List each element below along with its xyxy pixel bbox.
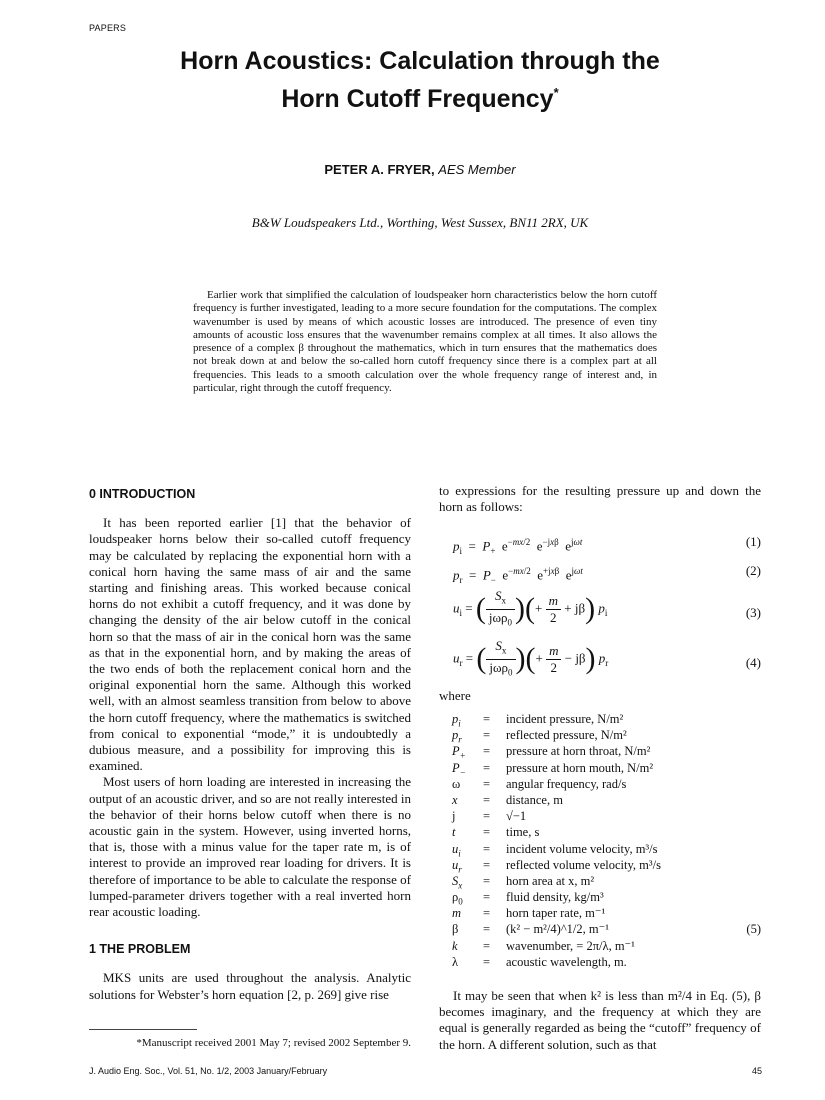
- title-line-2: [120, 77, 720, 115]
- definition-row: λ = acoustic wavelength, m.: [452, 954, 627, 969]
- definition-row: $p_r$ = reflected pressure, N/m²: [452, 728, 627, 745]
- definition-row: $u_i$ = incident volume velocity, m³/s: [452, 841, 658, 858]
- definition-row: j = √−1: [452, 809, 527, 824]
- intro-heading: 0 INTRODUCTION: [89, 487, 196, 501]
- author-membership: AES Member: [438, 162, 516, 177]
- definition-row: $p_i$ = incident pressure, N/m²: [452, 712, 624, 729]
- definition-row: t = time, s: [452, 825, 540, 840]
- title-line-1: Horn Acoustics: Calculation through the: [180, 47, 660, 75]
- problem-heading: 1 THE PROBLEM: [89, 942, 191, 957]
- definition-row: $S_x$ = horn area at x, m²: [452, 873, 595, 891]
- equation-3: $u_i$ = ( $\frac{S_x}{j\omega\rho_0}$ )(+ $\frac{m}{2}$ + jβ) $p_i$ (3): [453, 588, 761, 628]
- page-number: 45: [751, 1066, 762, 1076]
- equation-number-2: (2): [745, 563, 761, 578]
- definition-row: x = distance, m: [452, 792, 563, 807]
- footnote: *Manuscript received 2001 May 7; revised 2002 September 9.: [136, 1037, 411, 1049]
- paper-title: [120, 46, 720, 115]
- author-line: [120, 162, 720, 177]
- definition-row: $\rho_0$ = fluid density, kg/m³: [452, 890, 604, 907]
- definition-row: $P_-$ = pressure at horn mouth, N/m²: [452, 760, 654, 778]
- equation-number-4: (4): [745, 655, 761, 670]
- equation-number-5: (5): [746, 922, 761, 937]
- right-paragraph-2: It may be seen that when k² is less than m²/4 in Eq. (5), β becomes imaginary, and the frequency at which they are equal is generally regarded as being the “cutoff” frequency of the horn. A different solution, such as that: [439, 988, 761, 1052]
- definition-row: m = horn taper rate, m⁻¹: [452, 906, 606, 921]
- equation-4: $u_r$ = ( $\frac{S_x}{j\omega\rho_0}$ )(+ $\frac{m}{2}$ − jβ) $p_r$ (4): [453, 638, 761, 678]
- definition-row: $u_r$ = reflected volume velocity, m³/s: [452, 857, 661, 875]
- title-line-2-text: Horn Cutoff Frequency: [281, 85, 554, 113]
- right-column: to expressions for the resulting pressure up and down the horn as follows: $p_i = P_+$ $e^{-mx/2}$ $e^{-jx\beta}$ $e^{j\omega t}$ (1) $p_r = P_-$ $e^{-mx/2}$ $e^{+jx\beta}$ $e^{j\omega t}$ (2) $u_i$ = ( $\frac{S_x}{j\omega\rho_0}$ )(+ $\frac{m}{2}$ + jβ) $p_i$ (3) $u_r$ = ( $\frac{S_x}{j\omega\rho_0}$ )(+ $\frac{m}{2}$ − jβ) $p_r$ (4) where $p_i$ = incident pressure, N/m² $p_r$ = reflected pressure, N/m² $P_+$ = pressure at horn throat, N/m² $P_-$ = pressure at horn mouth, N/m² ω = angular frequency, rad/s x = distance, m j = √−1 t = time, s $u_i$ = incident volume velocity, m³/s $u_r$ = reflected volume velocity, m³/s $S_x$ = horn area at x, m² $\rho_0$ = fluid density, kg/m³ m = horn taper rate, m⁻¹ β = (k² − m²/4)^1/2, m⁻¹ (5) k = wavenumber, = 2π/λ, m⁻¹ λ = acoustic wavelength, m. It may be seen that when k² is less than m²/4 in Eq. (5), β becomes imaginary, and the frequency at which they are equal is generally regarded as being the “cutoff” frequency of the horn. A different solution, such as that: [439, 483, 761, 1052]
- intro-paragraph-2: Most users of horn loading are interested in increasing the output of an acoustic driver, and so are not really interested in the behavior of their horns below cutoff when there is no acoustic gain in the system. However, using inverted horns, that is, those with a minus value for the taper rate m, is of interest to provide an improved rear loading for drivers. It is therefore of importance to be able to calculate the response of lumped-parameter drivers together with a real inverted horn rear acoustic loading.: [89, 774, 411, 920]
- author-name: PETER A. FRYER,: [324, 162, 435, 177]
- intro-paragraph-1: It has been reported earlier [1] that the behavior of loudspeaker horns below their so-called cutoff frequency may be calculated by replacing the exponential horn with a conical horn having the same mass of air and the same starting and finishing areas. This worked because conical horns do not exhibit a cutoff frequency, and it was done by changing the density of the air below cutoff in the conical horn so that the mass of air in the conical horn was the same as that in the exponential horn, and by making the areas of the two ends of both the replacement conical horn and the original exponential horn the same. Although this worked well, with an almost seamless transition from below to above the horn cutoff frequency, where the mathematics is switched from conical to exponential “mode,” it is undoubtedly a dubious measure, and a possibility for improving this is examined.: [89, 515, 411, 774]
- equation-number-3: (3): [745, 605, 761, 620]
- abstract: Earlier work that simplified the calculation of loudspeaker horn characteristics below the horn cutoff frequency is further investigated, leading to a more secure foundation for the computations. The complex wavenumber is used by means of which acoustic losses are introduced. The presence of even tiny amounts of acoustic loss ensures that the wavenumber remains complex at all times. It also allows the presence of a complex β throughout the mathematics, which in turn ensures that the mathematics does not break down at and below the so-called horn cutoff frequency since there is a complex part at all frequencies. This leads to a smooth calculation over the whole frequency range of interest and, in particular, right through the cutoff frequency.: [193, 289, 657, 395]
- equation-number-1: (1): [745, 534, 761, 549]
- problem-paragraph-1: MKS units are used throughout the analysis. Analytic solutions for Webster’s horn equation [2, p. 269] give rise: [89, 970, 411, 1002]
- symbol-definitions: [439, 711, 761, 970]
- footnote-rule: [89, 1029, 197, 1030]
- title-footnote-marker: *: [553, 85, 559, 100]
- definition-row: ω = angular frequency, rad/s: [452, 776, 627, 791]
- definition-row: β = (k² − m²/4)^1/2, m⁻¹ (5): [452, 922, 761, 937]
- definition-row: k = wavenumber, = 2π/λ, m⁻¹: [452, 938, 635, 953]
- journal-citation: J. Audio Eng. Soc., Vol. 51, No. 1/2, 2003 January/February: [89, 1066, 328, 1076]
- definition-row: $P_+$ = pressure at horn throat, N/m²: [452, 744, 651, 761]
- section-label: PAPERS: [89, 23, 127, 33]
- left-column: [89, 486, 411, 1003]
- where-label: where: [439, 688, 471, 703]
- right-paragraph-1: to expressions for the resulting pressure up and down the horn as follows:: [439, 483, 761, 515]
- affiliation: B&W Loudspeakers Ltd., Worthing, West Sussex, BN11 2RX, UK: [251, 215, 589, 230]
